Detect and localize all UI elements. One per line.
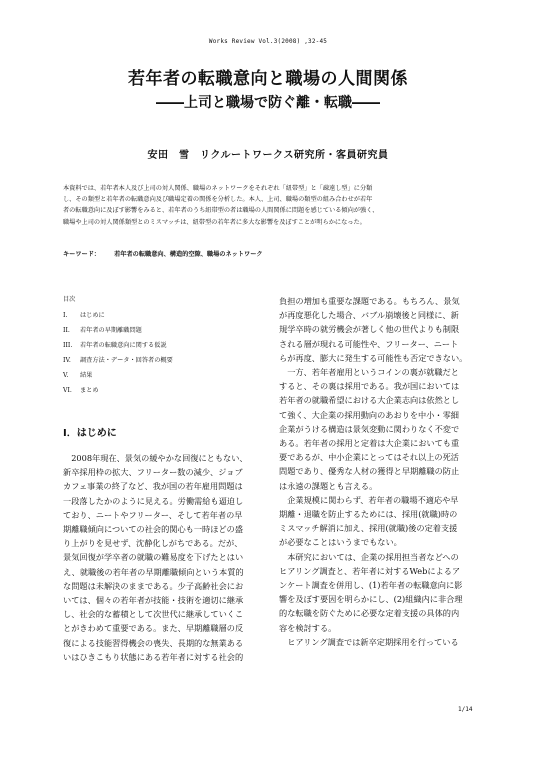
- keywords-label: キーワード：: [63, 251, 101, 258]
- toc-item-label: 若年者の転職意向に関する仮説: [80, 342, 167, 349]
- author-line: 安田 雪 リクルートワークス研究所・客員研究員: [147, 150, 389, 161]
- body-line: 負担の増加も重要な課題である。もちろん、景気: [279, 296, 460, 306]
- body-line: 企業規模に関わらず、若年者の職場不適応や早: [279, 494, 459, 505]
- toc-item: [63, 385, 263, 400]
- body-line: 景気回復が学卒者の就職の難易度を下げたとはい: [63, 552, 244, 563]
- body-line: 新卒採用枠の拡大、フリーター数の減少、ジョブ: [63, 467, 243, 478]
- paper-subtitle: ――上司と職場で防ぐ離・転職――: [156, 95, 380, 111]
- keywords: [63, 249, 475, 258]
- toc-item-label: 若年者の早期離職問題: [80, 327, 142, 334]
- toc-item-label: はじめに: [80, 312, 105, 319]
- toc-item: [63, 340, 263, 355]
- toc-item-label: まとめ: [80, 387, 99, 394]
- body-line: ンケート調査を併用し、(1)若年者の転職意向に影: [279, 580, 463, 591]
- body-line: 要であるが、中小企業にとってはそれ以上の死活: [279, 452, 459, 463]
- body-line: ヒアリング調査では新卒定期採用を行っている: [279, 636, 459, 647]
- body-line: し、社会的な蓄積として次世代に継承していくこ: [63, 609, 244, 620]
- keywords-text: 若年者の転職意向、構造的空隙、職場のネットワーク: [114, 251, 263, 258]
- body-line: 容を検討する。: [279, 622, 337, 633]
- right-column-body: [279, 294, 479, 649]
- body-line: え、就職後の若年者の早期離職傾向という本質的: [63, 566, 244, 577]
- body-line: いはひきこもり状態にある若年者に対する社会的: [63, 651, 244, 662]
- toc-item: [63, 325, 263, 340]
- body-line: 本研究においては、企業の採用担当者などへの: [279, 551, 459, 562]
- paper-title: 若年者の転職意向と職場の人間関係: [128, 69, 408, 89]
- toc-item-number: IV.: [63, 357, 71, 364]
- toc-item-number: V.: [63, 372, 69, 379]
- abstract-line: 職場や上司の対人関係類型とのミスマッチは、紐帯型の若年者に多大な影響を及ぼすことが明らかになった。: [63, 218, 366, 226]
- body-line: される層が現れる可能性や、フリーター、ニート: [279, 338, 459, 349]
- body-line: ヒアリング調査と、若年者に対するWebによるア: [279, 565, 461, 576]
- abstract-line: 者の転職意向に及ぼす影響をみると、若年者のうち紐帯型の者は職場の人間関係に問題を感じている傾向が強く、: [63, 207, 379, 215]
- toc-item-number: III.: [63, 342, 73, 349]
- toc-item-number: I.: [63, 312, 68, 319]
- body-line: 響を及ぼす要因を明らかにし、(2)組織内に非合理: [279, 594, 463, 605]
- body-line: て強く、大企業の採用動向のあおりを中小・零細: [279, 409, 459, 420]
- body-line: 復による技能習得機会の喪失、長期的な無業ある: [63, 637, 244, 648]
- table-of-contents: [63, 294, 263, 400]
- body-line: は永遠の課題とも言える。: [279, 480, 378, 491]
- body-line: 企業がうける構造は景気変動に関わりなく不変で: [279, 423, 460, 434]
- body-line: が再度悪化した場合、バブル崩壊後と同様に、新: [279, 310, 459, 321]
- body-line: 一方、若年者雇用というコインの裏が就職だと: [279, 367, 459, 378]
- body-line: ており、ニートやフリーター、そして若年者の早: [63, 509, 243, 520]
- abstract-line: 本資料では、若年者本人及び上司の対人関係、職場のネットワークをそれぞれ「紐帯型」と「疎遠し型」に分類: [63, 185, 373, 192]
- body-line: すると、その裏は採用である。我が国においては: [279, 381, 460, 392]
- body-line: 問題であり、優秀な人材の獲得と早期離職の防止: [279, 466, 460, 477]
- journal-citation: Works Review Vol.3(2008) ,32-45: [208, 38, 328, 45]
- abstract-line: し、その類型と若年者の転職意向及び職場定着の関係を分析した。本人、上司、職場の類型の組み合わせが若年: [63, 196, 373, 204]
- body-line: 2008年現在、景気の緩やかな回復にともない、: [63, 453, 248, 463]
- toc-item: [63, 370, 263, 385]
- body-line: とがきわめて重要である。また、早期離職層の反: [63, 623, 244, 634]
- section-heading: Ⅰ．はじめに: [63, 428, 117, 439]
- body-line: ミスマッチ解消に加え、採用(就職)後の定着支援: [279, 523, 458, 534]
- body-line: ある。若年者の採用と定着は大企業においても重: [279, 438, 460, 449]
- body-line: 期離・退職を防止するためには、採用(就職)時の: [279, 509, 458, 520]
- body-line: いては、個々の若年者が技能・技術を適切に継承: [63, 595, 244, 606]
- body-line: カフェ事業の終了など、我が国の若年雇用問題は: [63, 481, 243, 492]
- body-line: 若年者の就職希望における大企業志向は依然とし: [279, 395, 460, 406]
- body-line: が必要なことはいうまでもない。: [279, 537, 402, 548]
- left-column-body: [63, 451, 271, 664]
- body-line: な問題は未解決のままである。少子高齢社会にお: [63, 580, 244, 591]
- abstract: [63, 183, 475, 228]
- toc-item-label: 調査方法・データ・回答者の概要: [80, 357, 173, 364]
- toc-item-number: II.: [63, 327, 70, 334]
- toc-item: [63, 355, 263, 370]
- body-line: 規学卒時の就労機会が著しく他の世代よりも制限: [279, 324, 460, 335]
- body-line: り上がりを見せず、沈静化しがちである。だが、: [63, 538, 243, 549]
- toc-item-label: 結果: [80, 372, 93, 379]
- toc-item-number: VI.: [63, 387, 72, 394]
- toc-item: [63, 310, 263, 325]
- body-line: 期離職傾向についての社会的関心も一時ほどの盛: [63, 524, 243, 535]
- body-line: らが再度、膨大に発生する可能性も否定できない。: [279, 352, 468, 363]
- body-line: 一段落したかのように見える。労働需給も逼迫し: [63, 495, 244, 506]
- page-number: 1/14: [458, 706, 473, 713]
- toc-heading: 目次: [63, 296, 76, 303]
- body-line: 的な転職を防ぐために必要な定着支援の具体的内: [279, 608, 460, 619]
